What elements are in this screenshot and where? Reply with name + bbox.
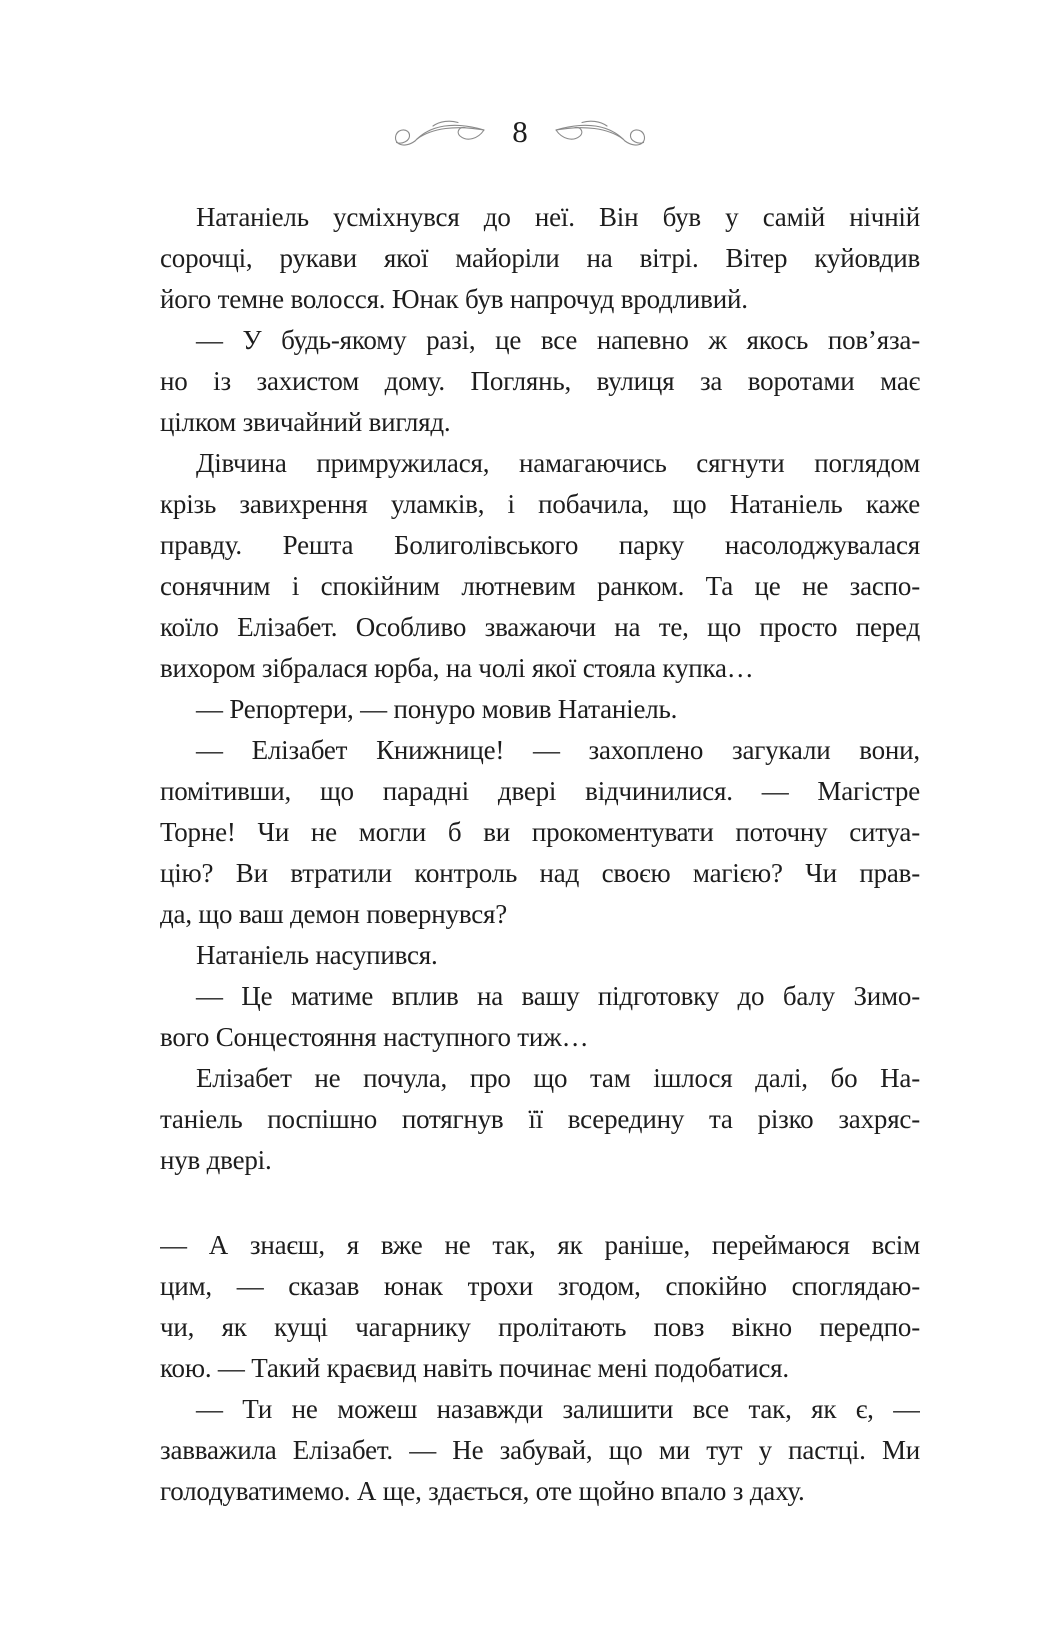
text-line: завважила Елізабет. — Не забувай, що ми тут у пастці. Ми <box>160 1435 920 1465</box>
text-line: нув двері. <box>160 1145 272 1175</box>
text-line: цим, — сказав юнак трохи згодом, спокійно споглядаю- <box>160 1271 920 1301</box>
flourish-left-icon <box>388 117 488 151</box>
text-line: Торне! Чи не могли б ви прокоментувати поточну ситуа- <box>160 817 920 847</box>
text-line: вихором зібралася юрба, на чолі якої стояла купка… <box>160 653 754 683</box>
text-line: чи, як кущі чагарнику пролітають повз вікно передпо- <box>160 1312 920 1342</box>
text-line: Натаніель насупився. <box>196 940 438 970</box>
text-line: кою. — Такий краєвид навіть починає мені подобатися. <box>160 1353 789 1383</box>
text-line: цію? Ви втратили контроль над своєю магією? Чи прав- <box>160 858 920 888</box>
text-line: його темне волосся. Юнак був напрочуд вродливий. <box>160 284 748 314</box>
text-line: голодуватимемо. А ще, здається, оте щойно впало з даху. <box>160 1476 805 1506</box>
text-line: — Це матиме вплив на вашу підготовку до балу Зимо- <box>196 981 920 1011</box>
text-line: — Ти не можеш назавжди залишити все так, як є, — <box>196 1394 920 1424</box>
text-line: Натаніель усміхнувся до неї. Він був у самій нічній <box>196 202 920 232</box>
text-line: сонячним і спокійним лютневим ранком. Та це не заспо- <box>160 571 920 601</box>
text-line: — Елізабет Книжнице! — захоплено загукали вони, <box>196 735 920 765</box>
text-line: таніель поспішно потягнув її всередину та різко захряс- <box>160 1104 920 1134</box>
text-line: — Репортери, — понуро мовив Натаніель. <box>196 694 678 724</box>
text-line: крізь завихрення уламків, і побачила, що Натаніель каже <box>160 489 920 519</box>
text-line: Дівчина примружилася, намагаючись сягнути поглядом <box>196 448 920 478</box>
paragraph <box>160 443 920 689</box>
page-text <box>160 197 920 1512</box>
text-line: — А знаєш, я вже не так, як раніше, переймаюся всім <box>160 1230 920 1260</box>
page-header <box>0 0 1040 151</box>
paragraph <box>160 1389 920 1512</box>
page-number: 8 <box>512 114 528 149</box>
text-line: вого Сонцестояння наступного тиж… <box>160 1022 589 1052</box>
text-line: но із захистом дому. Поглянь, вулиця за воротами має <box>160 366 920 396</box>
paragraph <box>160 320 920 443</box>
paragraph <box>160 197 920 320</box>
text-section <box>160 197 920 1181</box>
text-line: цілком звичайний вигляд. <box>160 407 451 437</box>
text-section <box>160 1225 920 1512</box>
paragraph <box>160 689 920 730</box>
text-line: коїло Елізабет. Особливо зважаючи на те, що просто перед <box>160 612 920 642</box>
text-line: да, що ваш демон повернувся? <box>160 899 508 929</box>
paragraph <box>160 935 920 976</box>
text-line: правду. Решта Болиголівського парку насолоджувалася <box>160 530 920 560</box>
paragraph <box>160 976 920 1058</box>
text-line: помітивши, що парадні двері відчинилися. — Магістре <box>160 776 920 806</box>
text-line: — У будь-якому разі, це все напевно ж якось пов’яза- <box>196 325 920 355</box>
text-line: сорочці, рукави якої майоріли на вітрі. Вітер куйовдив <box>160 243 920 273</box>
text-line: Елізабет не почула, про що там ішлося далі, бо На- <box>196 1063 920 1093</box>
paragraph <box>160 1225 920 1389</box>
paragraph <box>160 1058 920 1181</box>
paragraph <box>160 730 920 935</box>
flourish-right-icon <box>552 117 652 151</box>
